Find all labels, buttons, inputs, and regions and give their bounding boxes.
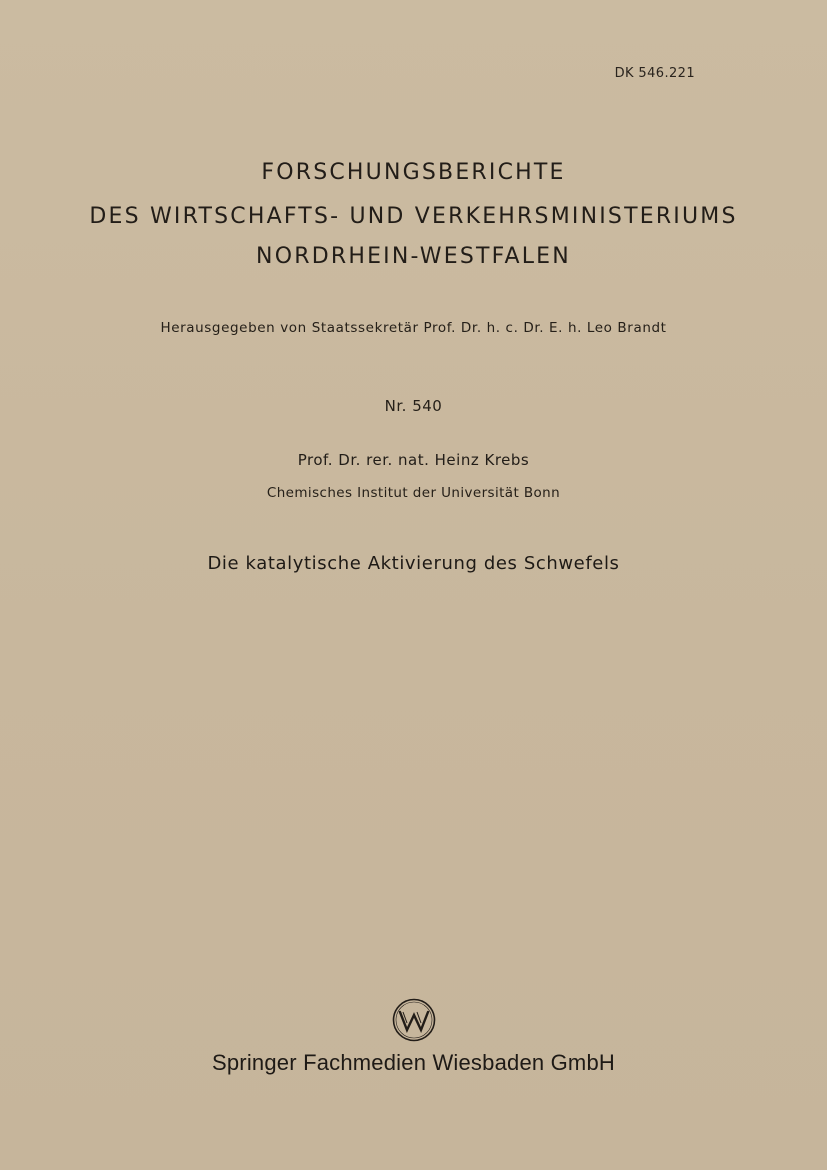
series-title-line-1: FORSCHUNGSBERICHTE: [261, 160, 566, 185]
publisher-name: Springer Fachmedien Wiesbaden GmbH: [212, 1050, 615, 1075]
classification-code: DK 546.221: [614, 66, 695, 81]
series-title-line-2: DES WIRTSCHAFTS- UND VERKEHRSMINISTERIUMS: [89, 204, 738, 229]
series-title-line-3: NORDRHEIN-WESTFALEN: [256, 244, 571, 269]
springer-w-logo-icon: [392, 998, 436, 1042]
report-title: Die katalytische Aktivierung des Schwefels: [207, 553, 620, 574]
author-name: Prof. Dr. rer. nat. Heinz Krebs: [297, 451, 530, 469]
editor-line: Herausgegeben von Staatssekretär Prof. Dr. h. c. Dr. E. h. Leo Brandt: [160, 320, 667, 336]
author-institute: Chemisches Institut der Universität Bonn: [266, 485, 561, 501]
report-number: Nr. 540: [384, 397, 443, 415]
